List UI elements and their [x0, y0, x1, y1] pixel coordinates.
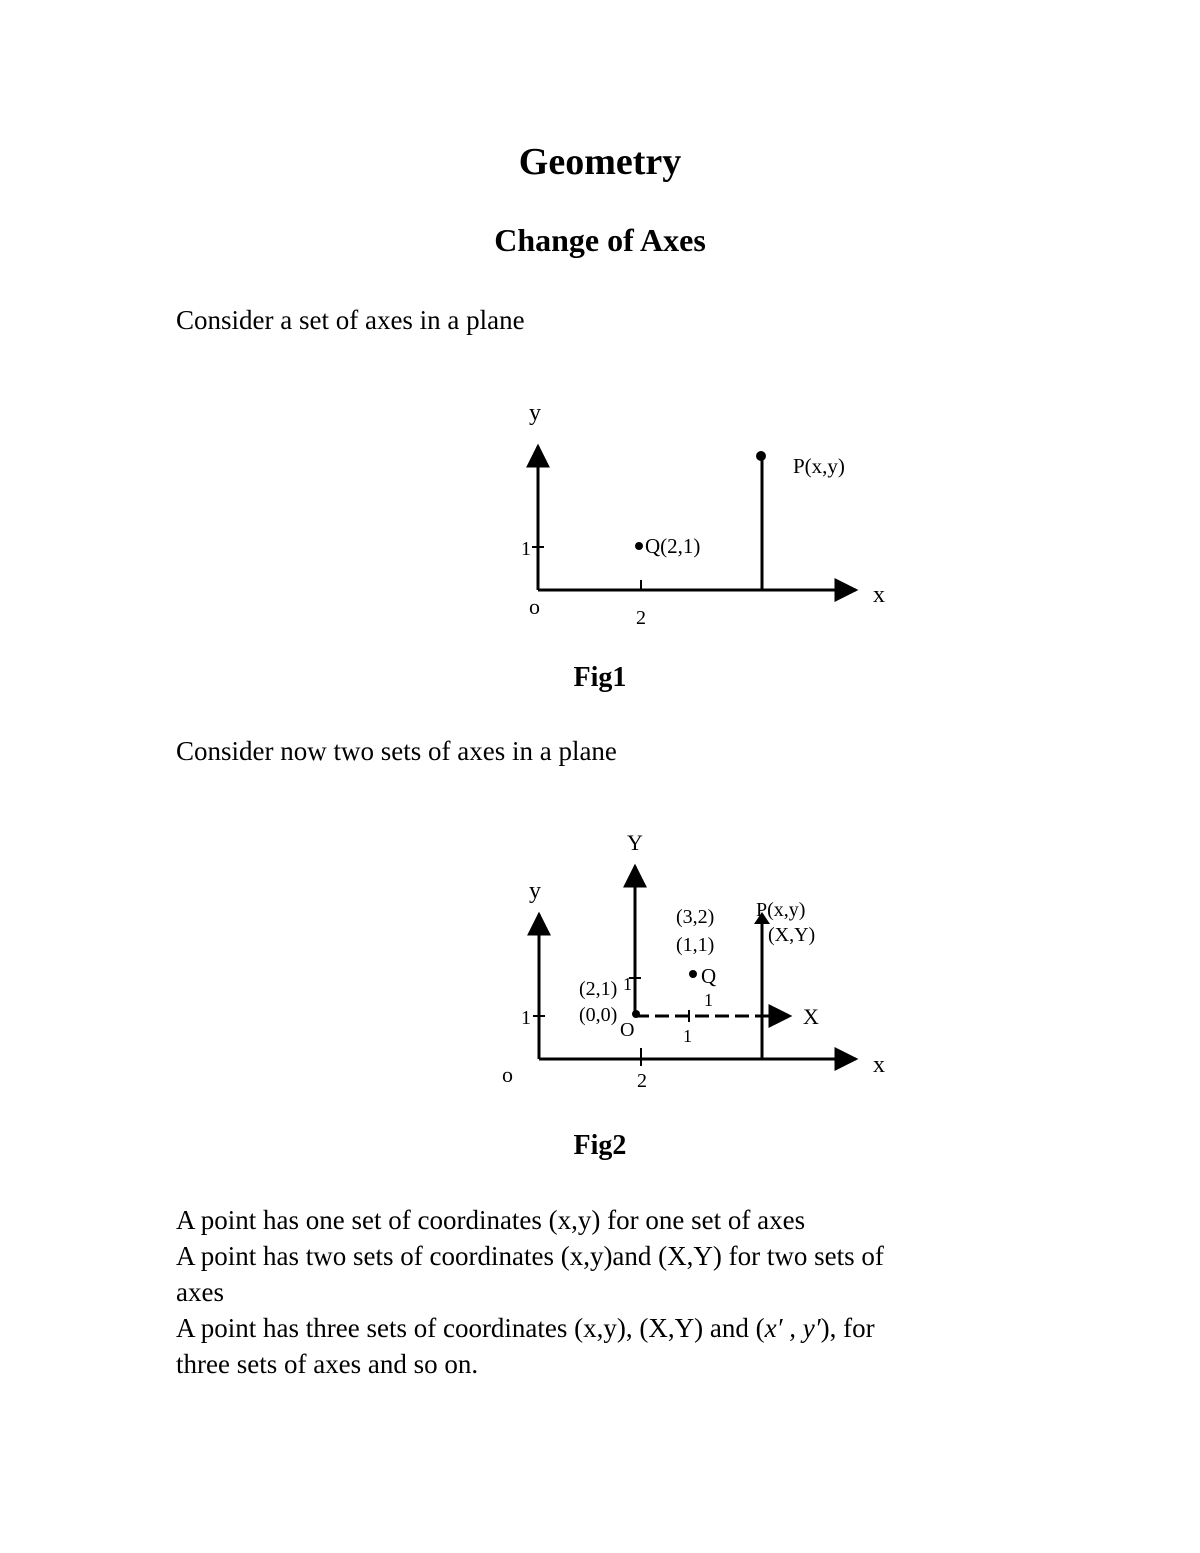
fig2-point-p-XY-label: (X,Y) [768, 924, 816, 946]
document-title: Geometry [518, 141, 682, 183]
figure-1-caption: Fig1 [573, 662, 627, 693]
fig2-tick-Y1-label: 1 [623, 974, 632, 994]
summary-line-3: axes [176, 1277, 224, 1307]
fig2-origin-o-label: o [502, 1062, 513, 1087]
intro-paragraph-2: Consider now two sets of axes in a plane [176, 736, 617, 766]
fig1-origin-label: o [529, 594, 540, 619]
fig2-o2-xy-label: (2,1) [579, 978, 618, 1000]
fig1-tick-x2-label: 2 [636, 607, 646, 629]
summary-line-5: three sets of axes and so on. [176, 1349, 479, 1379]
fig2-o2-XY-label: (0,0) [579, 1004, 618, 1026]
fig2-point-q-dot [689, 970, 697, 978]
fig2-tick-X1-top-label: 1 [704, 990, 713, 1010]
summary-line-1: A point has one set of coordinates (x,y) for one set of axes [176, 1205, 806, 1235]
fig2-q-xy-label: (3,2) [676, 906, 715, 928]
figure-2-caption: Fig2 [573, 1130, 627, 1161]
summary-line-2: A point has two sets of coordinates (x,y)and (X,Y) for two sets of [176, 1241, 884, 1271]
fig2-X-axis-label: X [803, 1004, 819, 1029]
document-subtitle: Change of Axes [494, 222, 706, 258]
summary-line-4-prime: x′ , y′ [764, 1313, 821, 1343]
fig2-origin-O-label: O [620, 1019, 635, 1041]
summary-line-4-post: ), for [820, 1313, 875, 1343]
fig1-y-axis-label: y [529, 400, 541, 426]
summary-line-4-pre: A point has three sets of coordinates (x,y), (X,Y) and ( [176, 1313, 765, 1343]
summary-paragraph [176, 1202, 1036, 1382]
fig1-tick-y1-label: 1 [521, 538, 531, 560]
intro-paragraph-1: Consider a set of axes in a plane [176, 305, 525, 335]
fig2-tick-x2-label: 2 [637, 1070, 647, 1092]
fig2-tick-X1-label: 1 [683, 1026, 692, 1046]
fig2-y-axis-label: y [529, 878, 541, 904]
fig2-origin-O-dot [632, 1010, 640, 1018]
summary-line-4 [176, 1310, 1036, 1346]
fig1-point-p-label: P(x,y) [793, 454, 845, 478]
fig1-point-q-label: Q(2,1) [645, 534, 701, 558]
fig2-Y-axis-label: Y [627, 830, 643, 855]
fig2-x-axis-label: x [873, 1052, 885, 1078]
fig2-axes [533, 866, 856, 1066]
fig2-point-p-xy-label: P(x,y) [756, 899, 806, 921]
fig2-tick-y1-label: 1 [521, 1007, 531, 1029]
fig2-q-XY-label: (1,1) [676, 934, 715, 956]
fig1-x-axis-label: x [873, 582, 885, 608]
fig2-point-q-label: Q [701, 964, 717, 988]
